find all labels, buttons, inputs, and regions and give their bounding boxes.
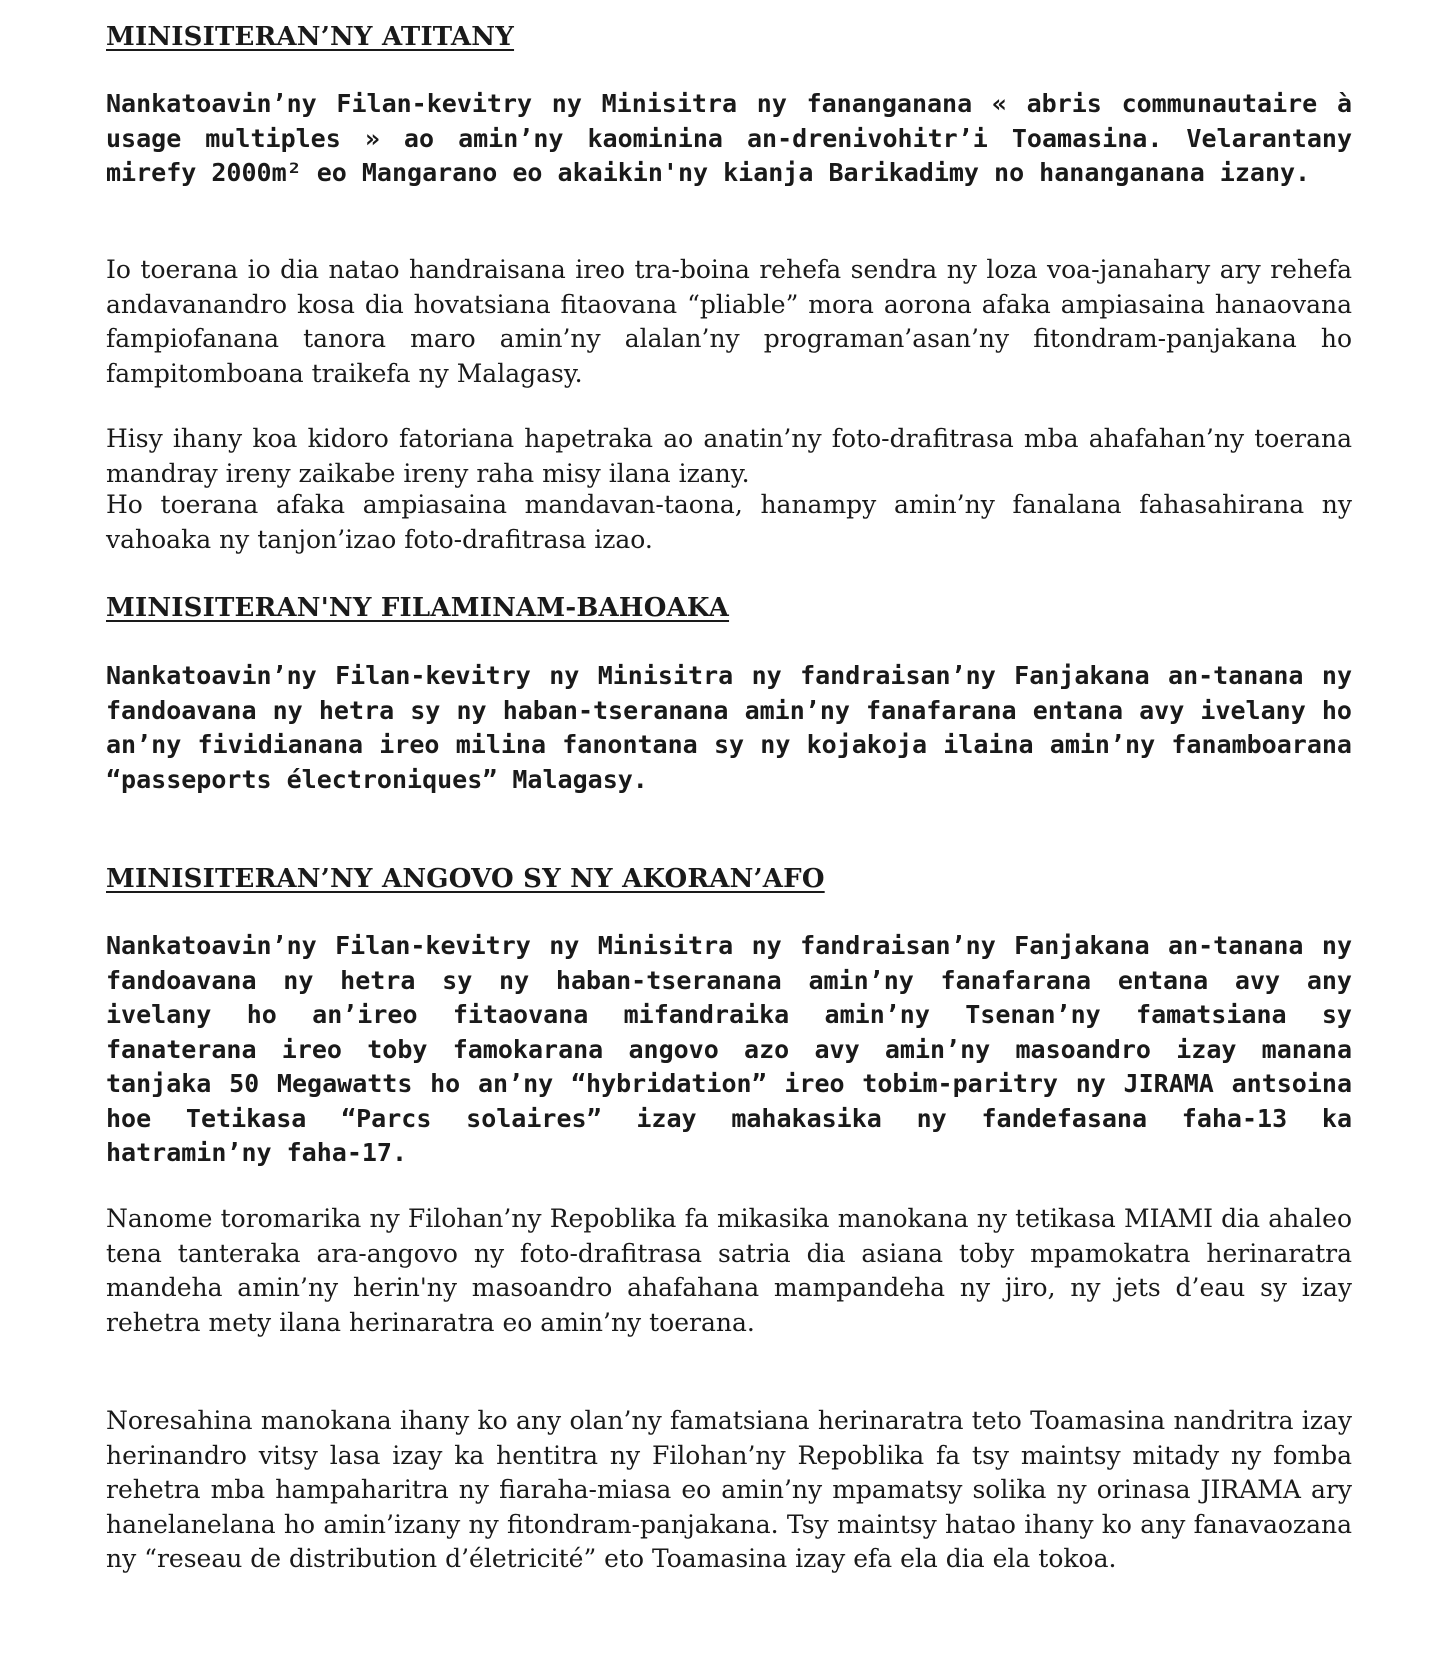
section-paragraph: Hisy ihany koa kidoro fatoriana hapetraka ao anatin’ny foto-drafitrasa mba ahafahan’ny toerana mandray ireny zaikabe ireny raha misy ilana izany. (106, 424, 1352, 488)
section-heading-angovo: MINISITERAN’NY ANGOVO SY NY AKORAN’AFO (106, 864, 825, 894)
section-decision-angovo: Nankatoavin’ny Filan-kevitry ny Minisitra ny fandraisan’ny Fanjakana an-tanana ny fandoavana ny hetra sy ny haban-tseranana amin’ny fanafarana entana avy any ivelany ho an’ireo fitaovana mifandraika amin’ny Tsenan’ny famatsiana sy fanaterana ireo toby famokarana angovo azo avy amin’ny masoandro izay manana tanjaka 50 Megawatts ho an’ny “hybridation” ireo tobim-paritry ny JIRAMA antsoina hoe Tetikasa “Parcs solaires” izay mahakasika ny fandefasana faha-13 ka hatramin’ny faha-17. (106, 931, 1352, 1167)
section-paragraph: Nanome toromarika ny Filohan’ny Repoblika fa mikasika manokana ny tetikasa MIAMI dia ahaleo tena tanteraka ara-angovo ny foto-drafitrasa satria dia asiana toby mpamokatra herinaratra mandeha amin’ny herin'ny masoandro ahafahana mampandeha ny jiro, ny jets d’eau sy izay rehetra mety ilana herinaratra eo amin’ny toerana. (106, 1204, 1352, 1337)
section-heading-atitany: MINISITERAN’NY ATITANY (106, 22, 515, 52)
section-paragraph: Noresahina manokana ihany ko any olan’ny famatsiana herinaratra teto Toamasina nandritra izay herinandro vitsy lasa izay ka hentitra ny Filohan’ny Repoblika fa tsy maintsy mitady ny fomba rehetra mba hampaharitra ny fiaraha-miasa eo amin’ny mpamatsy solika ny orinasa JIRAMA ary hanelanelana ho amin’izany ny fitondram-panjakana. Tsy maintsy hatao ihany ko any fanavaozana ny “reseau de distribution d’életricité” eto Toamasina izay efa ela dia ela tokoa. (106, 1406, 1352, 1573)
section-heading-filaminam-bahoaka: MINISITERAN'NY FILAMINAM-BAHOAKA (106, 593, 730, 623)
section-decision-atitany: Nankatoavin’ny Filan-kevitry ny Minisitra ny fananganana « abris communautaire à usage multiples » ao amin’ny kaominina an-drenivohitr’i Toamasina. Velarantany mirefy 2000m² eo Mangarano eo akaikin'ny kianja Barikadimy no hananganana izany. (106, 89, 1352, 187)
section-decision-filaminam-bahoaka: Nankatoavin’ny Filan-kevitry ny Minisitra ny fandraisan’ny Fanjakana an-tanana ny fandoavana ny hetra sy ny haban-tseranana amin’ny fanafarana entana avy ivelany ho an’ny fividianana ireo milina fanontana sy ny kojakoja ilaina amin’ny fanamboarana “passeports électroniques” Malagasy. (106, 661, 1352, 794)
section-paragraph: Ho toerana afaka ampiasaina mandavan-taona, hanampy amin’ny fanalana fahasahirana ny vahoaka ny tanjon’izao foto-drafitrasa izao. (106, 490, 1352, 554)
section-paragraph: Io toerana io dia natao handraisana ireo tra-boina rehefa sendra ny loza voa-janahary ary rehefa andavanandro kosa dia hovatsiana fitaovana “pliable” mora aorona afaka ampiasaina hanaovana fampiofanana tanora maro amin’ny alalan’ny programan’asan’ny fitondram-panjakana ho fampitomboana traikefa ny Malagasy. (106, 255, 1352, 388)
